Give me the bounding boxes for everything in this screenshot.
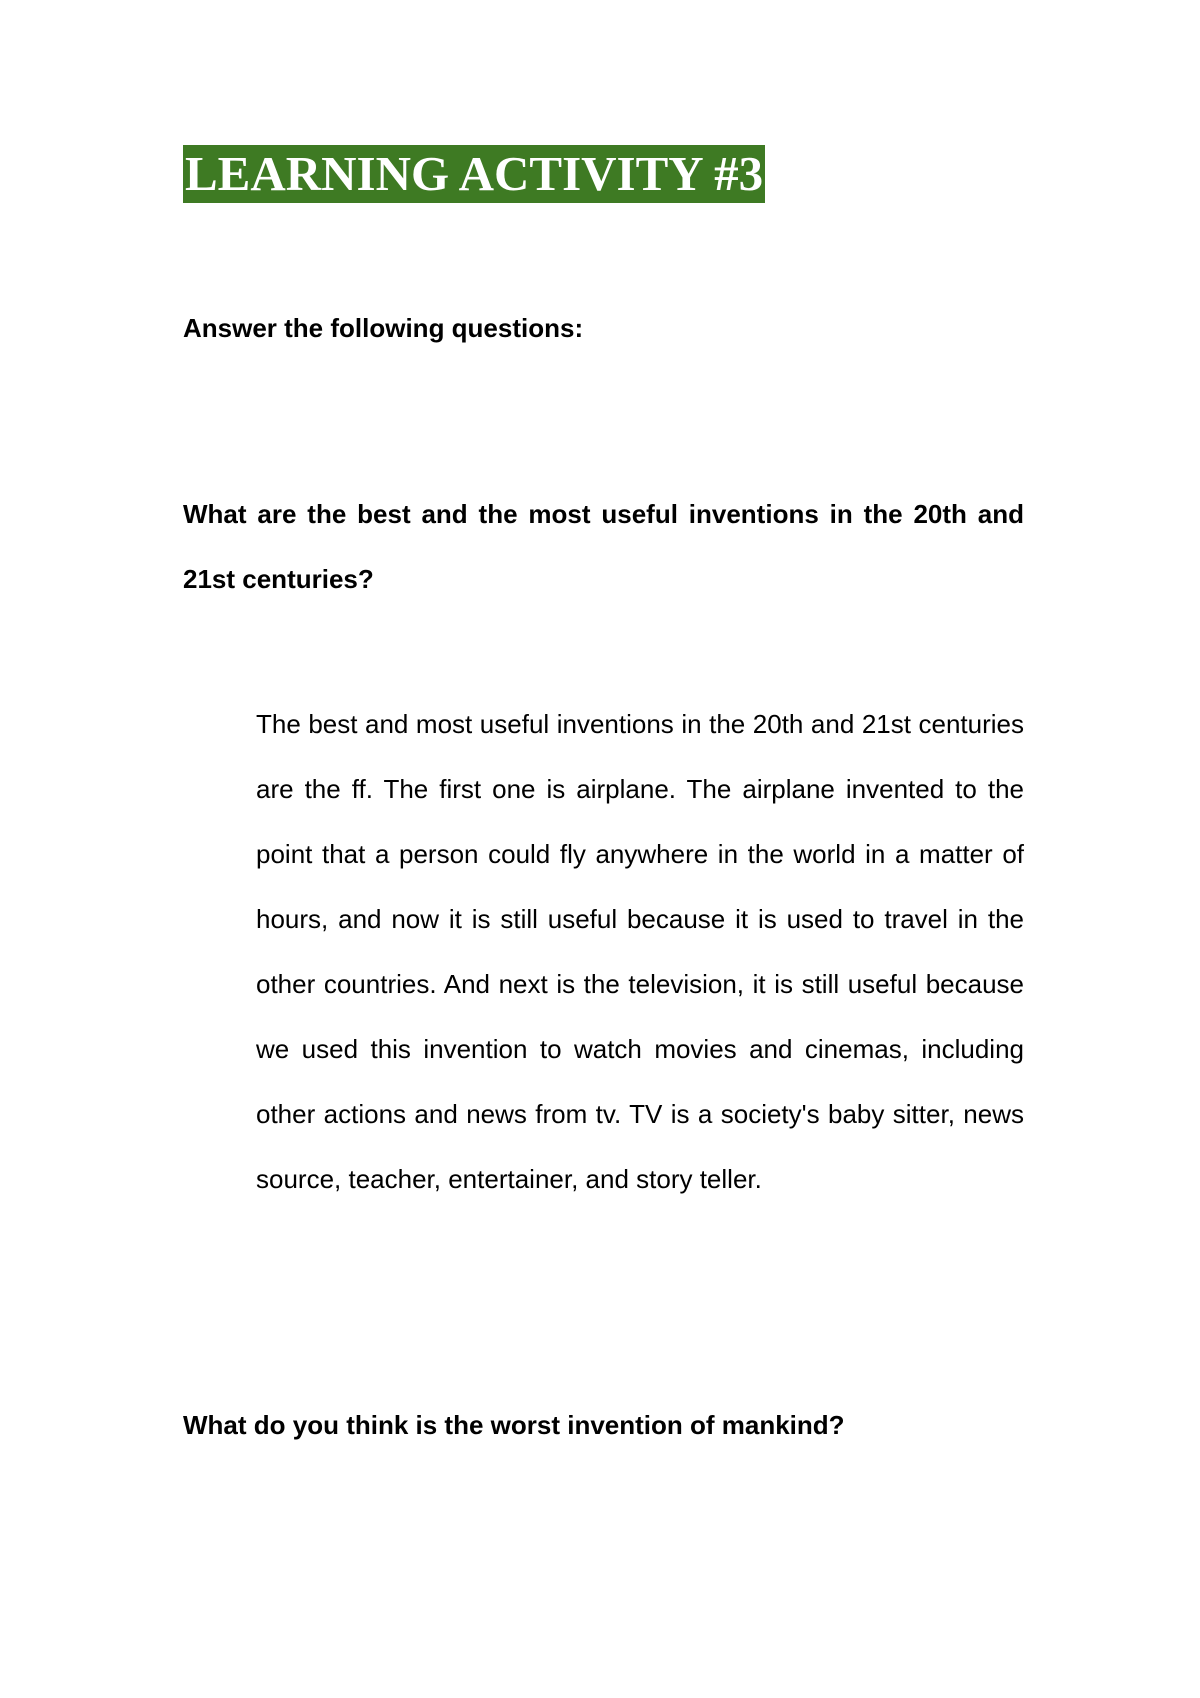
answer-1: The best and most useful inventions in the 20th and 21st centuries are the ff. The first one is airplane. The airplane invented to the point that a person could fly anywhere in the world in a matter of hours, and now it is still useful because it is used to travel in the other countries. And next is the television, it is still useful because we used this invention to watch movies and cinemas, including other actions and news from tv. TV is a society's baby sitter, news source, teacher, entertainer, and story teller. (256, 709, 1024, 1194)
question-1: What are the best and the most useful inventions in the 20th and 21st centuries? (183, 499, 1024, 594)
page-title: LEARNING ACTIVITY #3 (185, 146, 764, 201)
question-2: What do you think is the worst invention of mankind? (183, 1410, 845, 1440)
instruction-text: Answer the following questions: (183, 313, 584, 343)
